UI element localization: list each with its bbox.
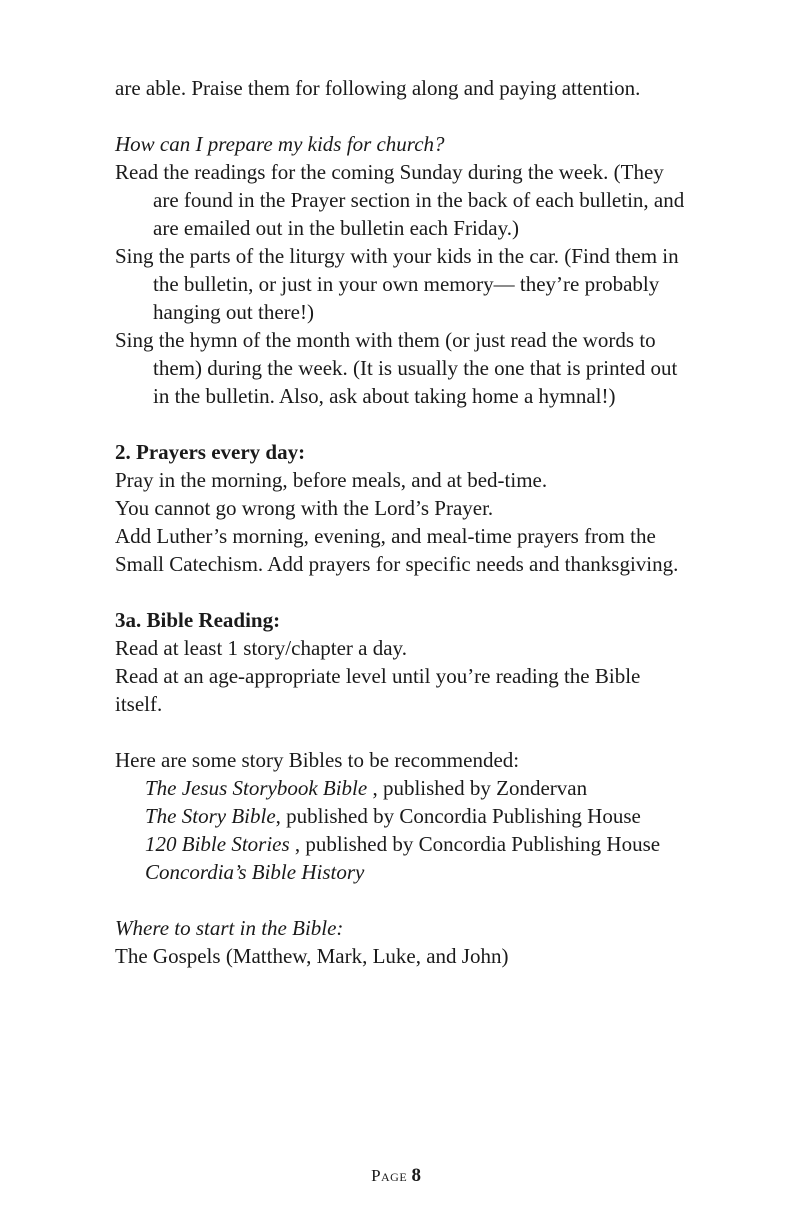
book-title: The Story Bible — [145, 804, 276, 828]
church-item-1: Read the readings for the coming Sunday during the week. (They are found in the Prayer section in the back of each bulletin, and are emailed out in the bulletin each Friday.) — [115, 160, 685, 240]
book-title: The Jesus Storybook Bible — [145, 776, 368, 800]
church-item-2: Sing the parts of the liturgy with your kids in the car. (Find them in the bulletin, or just in your own memory— they’re probably hanging out there!) — [115, 244, 679, 324]
prayers-line-3: Add Luther’s morning, evening, and meal-time prayers from the Small Catechism. Add prayers for specific needs and thanksgiving. — [115, 524, 679, 576]
prayers-line-2: You cannot go wrong with the Lord’s Prayer. — [115, 496, 494, 520]
prayers-heading: 2. Prayers every day: — [115, 440, 306, 464]
prayers-line-1: Pray in the morning, before meals, and at bed-time. — [115, 468, 548, 492]
book-title: Concordia’s Bible History — [145, 860, 365, 884]
start-question: Where to start in the Bible: — [115, 916, 344, 940]
bible-line-2: Read at an age-appropriate level until you’re reading the Bible itself. — [115, 664, 641, 716]
intro-paragraph: are able. Praise them for following along and paying attention. — [115, 76, 641, 100]
page-label: Page — [371, 1166, 408, 1185]
book-publisher: , published by Concordia Publishing House — [289, 832, 661, 856]
book-publisher: , published by Concordia Publishing House — [275, 804, 641, 828]
page-content — [115, 74, 685, 970]
bible-line-1: Read at least 1 story/chapter a day. — [115, 636, 407, 660]
page-footer — [0, 1164, 792, 1188]
start-answer: The Gospels (Matthew, Mark, Luke, and John) — [115, 944, 509, 968]
book-publisher: , published by Zondervan — [367, 776, 588, 800]
book-item-2 — [115, 802, 685, 830]
bible-heading: 3a. Bible Reading: — [115, 608, 281, 632]
church-item-3: Sing the hymn of the month with them (or just read the words to them) during the week. (It is usually the one that is printed out in the bulletin. Also, ask about taking home a hymnal!) — [115, 328, 678, 408]
church-question: How can I prepare my kids for church? — [115, 132, 445, 156]
book-item-4 — [115, 858, 685, 886]
book-title: 120 Bible Stories — [145, 832, 290, 856]
recommend-intro: Here are some story Bibles to be recommended: — [115, 748, 520, 772]
book-item-1 — [115, 774, 685, 802]
page-number: 8 — [411, 1165, 421, 1186]
book-item-3 — [115, 830, 685, 858]
